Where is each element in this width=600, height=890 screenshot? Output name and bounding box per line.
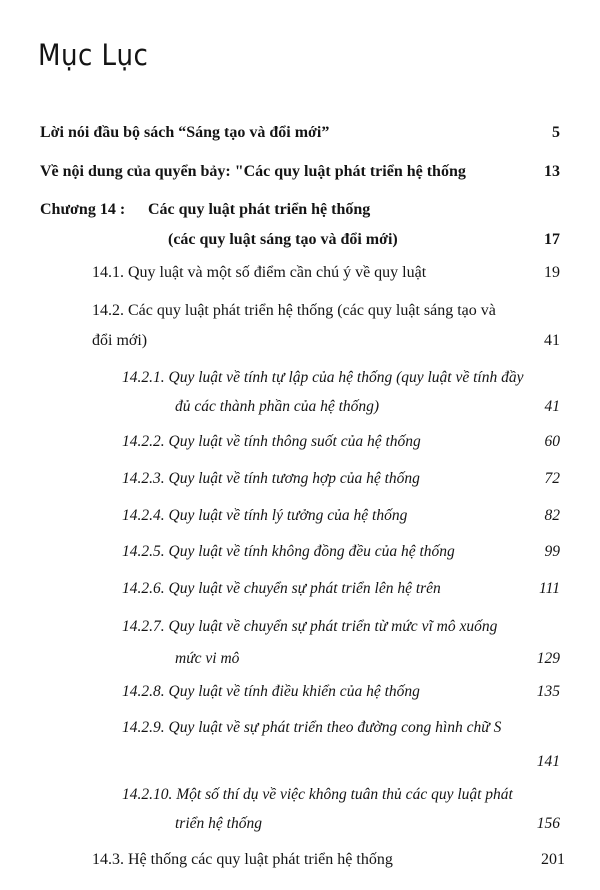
toc-entry-text: 14.2.10. Một số thí dụ về việc không tuân thủ các quy luật phát bbox=[122, 786, 513, 803]
toc-entry-text-cont: đổi mới) bbox=[92, 332, 148, 349]
toc-entry-text: 14.2.6. Quy luật về chuyển sự phát triển lên hệ trên bbox=[122, 580, 441, 597]
toc-entry-page: 135 bbox=[536, 683, 560, 700]
toc-entry-page: 141 bbox=[536, 753, 560, 770]
toc-entry-text: 14.2.2. Quy luật về tính thông suốt của hệ thống bbox=[122, 433, 421, 450]
toc-entry-text: 14.2.9. Quy luật về sự phát triển theo đường cong hình chữ S bbox=[122, 719, 502, 736]
toc-entry-page: 82 bbox=[544, 507, 560, 524]
toc-entry-page: 5 bbox=[552, 124, 560, 141]
toc-entry-text: 14.2. Các quy luật phát triển hệ thống (các quy luật sáng tạo và bbox=[92, 302, 496, 319]
toc-entry-page: 129 bbox=[536, 650, 560, 667]
toc-entry-text-cont: (các quy luật sáng tạo và đổi mới) bbox=[168, 231, 398, 248]
toc-entry-text: 14.2.3. Quy luật về tính tương hợp của hệ thống bbox=[122, 470, 420, 487]
toc-entry-text: 14.2.8. Quy luật về tính điều khiển của hệ thống bbox=[122, 683, 420, 700]
toc-entry-text-cont: triển hệ thống bbox=[175, 815, 262, 832]
toc-entry-text-cont: đủ các thành phần của hệ thống) bbox=[175, 398, 380, 415]
toc-entry-text: Các quy luật phát triển hệ thống bbox=[148, 201, 371, 218]
toc-entry-text: 14.2.7. Quy luật về chuyển sự phát triển từ mức vĩ mô xuống bbox=[122, 618, 498, 635]
toc-entry-text: 14.2.4. Quy luật về tính lý tưởng của hệ thống bbox=[122, 507, 408, 524]
toc-entry-page: 41 bbox=[544, 332, 560, 349]
toc-entry-text: 14.2.5. Quy luật về tính không đồng đều của hệ thống bbox=[122, 543, 455, 560]
page-title: Mục Lục bbox=[38, 38, 149, 72]
toc-entry-page: 201 bbox=[541, 851, 565, 868]
toc-entry-text: Về nội dung của quyển bảy: "Các quy luật phát triển hệ thống bbox=[40, 163, 466, 180]
toc-entry-page: 72 bbox=[544, 470, 560, 487]
toc-entry-text-cont: mức vi mô bbox=[175, 650, 240, 667]
toc-entry-text: 14.1. Quy luật và một số điểm cần chú ý về quy luật bbox=[92, 264, 427, 281]
toc-entry-page: 17 bbox=[544, 231, 560, 248]
toc-entry-page: 156 bbox=[536, 815, 560, 832]
toc-entry-text: 14.3. Hệ thống các quy luật phát triển hệ thống bbox=[92, 851, 393, 868]
toc-entry-page: 19 bbox=[544, 264, 560, 281]
toc-entry-page: 13 bbox=[544, 163, 560, 180]
toc-entry-page: 60 bbox=[544, 433, 560, 450]
toc-entry-page: 41 bbox=[544, 398, 560, 415]
chapter-label: Chương 14 : bbox=[40, 201, 126, 218]
toc-entry-page: 99 bbox=[544, 543, 560, 560]
toc-entry-text: 14.2.1. Quy luật về tính tự lập của hệ thống (quy luật về tính đầy bbox=[122, 369, 524, 386]
toc-entry-text: Lời nói đầu bộ sách “Sáng tạo và đổi mới” bbox=[40, 124, 330, 141]
toc-entry-page: 111 bbox=[539, 580, 560, 597]
